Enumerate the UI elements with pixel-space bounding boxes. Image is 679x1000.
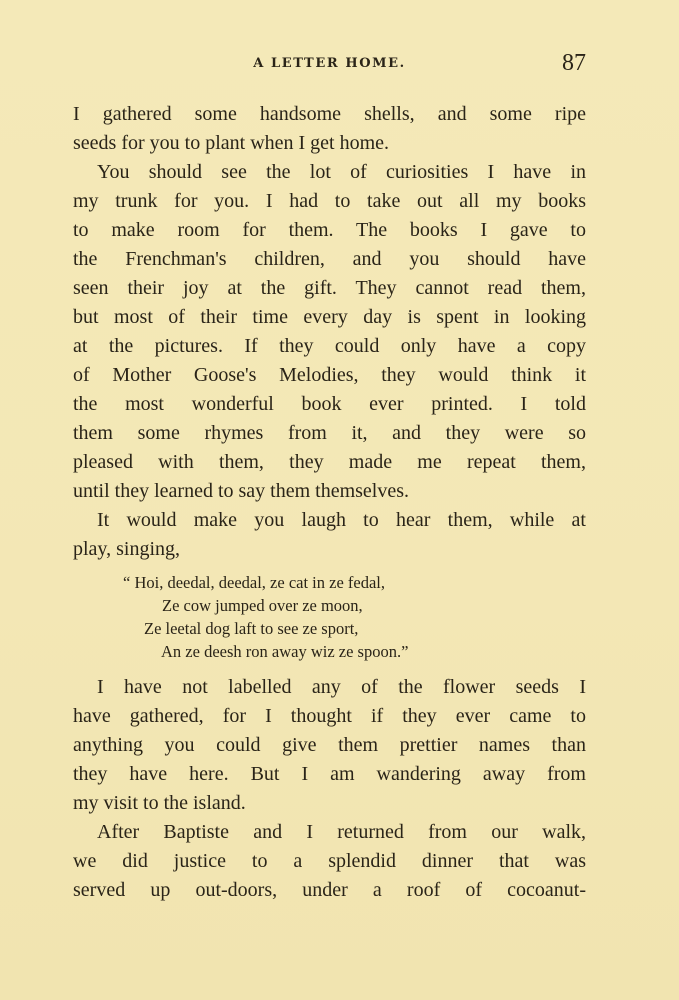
text-line: at the pictures. If they could only have a copy bbox=[73, 335, 586, 357]
text-line: we did justice to a splendid dinner that was bbox=[73, 850, 586, 872]
text-line: but most of their time every day is spent in looking bbox=[73, 306, 586, 328]
text-line: until they learned to say them themselves. bbox=[73, 480, 410, 502]
text-line: play, singing, bbox=[73, 538, 181, 560]
page-number: 87 bbox=[562, 50, 586, 76]
text-line: they have here. But I am wandering away from bbox=[73, 763, 586, 785]
text-line: anything you could give them prettier names than bbox=[73, 734, 586, 756]
text-line: them some rhymes from it, and they were so bbox=[73, 422, 586, 444]
verse-line: Ze cow jumped over ze moon, bbox=[162, 596, 363, 615]
verse-line: An ze deesh ron away wiz ze spoon.” bbox=[161, 642, 409, 661]
running-head bbox=[73, 52, 586, 78]
text-line: pleased with them, they made me repeat them, bbox=[73, 451, 586, 473]
text-line: the Frenchman's children, and you should have bbox=[73, 248, 586, 270]
body-text bbox=[73, 100, 586, 905]
text-line: I have not labelled any of the flower seeds I bbox=[97, 676, 586, 698]
text-line: It would make you laugh to hear them, while at bbox=[97, 509, 586, 531]
paragraph-3 bbox=[73, 506, 586, 564]
running-title: A LETTER HOME. bbox=[253, 56, 406, 71]
verse-line: Ze leetal dog laft to see ze sport, bbox=[144, 619, 359, 638]
text-line: seen their joy at the gift. They cannot read them, bbox=[73, 277, 586, 299]
text-line: of Mother Goose's Melodies, they would think it bbox=[73, 364, 586, 386]
paragraph-2 bbox=[73, 158, 586, 506]
text-line: have gathered, for I thought if they ever came to bbox=[73, 705, 586, 727]
verse-line: “ Hoi, deedal, deedal, ze cat in ze fedal, bbox=[123, 573, 386, 592]
text-line: You should see the lot of curiosities I have in bbox=[97, 161, 586, 183]
text-line: my trunk for you. I had to take out all my books bbox=[73, 190, 586, 212]
paragraph-4 bbox=[73, 673, 586, 818]
verse-block bbox=[73, 571, 586, 663]
paragraph-5 bbox=[73, 818, 586, 905]
text-line: I gathered some handsome shells, and some ripe bbox=[73, 103, 586, 125]
text-line: my visit to the island. bbox=[73, 792, 246, 814]
paragraph-1 bbox=[73, 100, 586, 158]
text-line: seeds for you to plant when I get home. bbox=[73, 132, 390, 154]
text-line: After Baptiste and I returned from our walk, bbox=[97, 821, 586, 843]
text-line: to make room for them. The books I gave to bbox=[73, 219, 586, 241]
text-line: the most wonderful book ever printed. I told bbox=[73, 393, 586, 415]
text-line: served up out-doors, under a roof of cocoanut- bbox=[73, 879, 586, 901]
